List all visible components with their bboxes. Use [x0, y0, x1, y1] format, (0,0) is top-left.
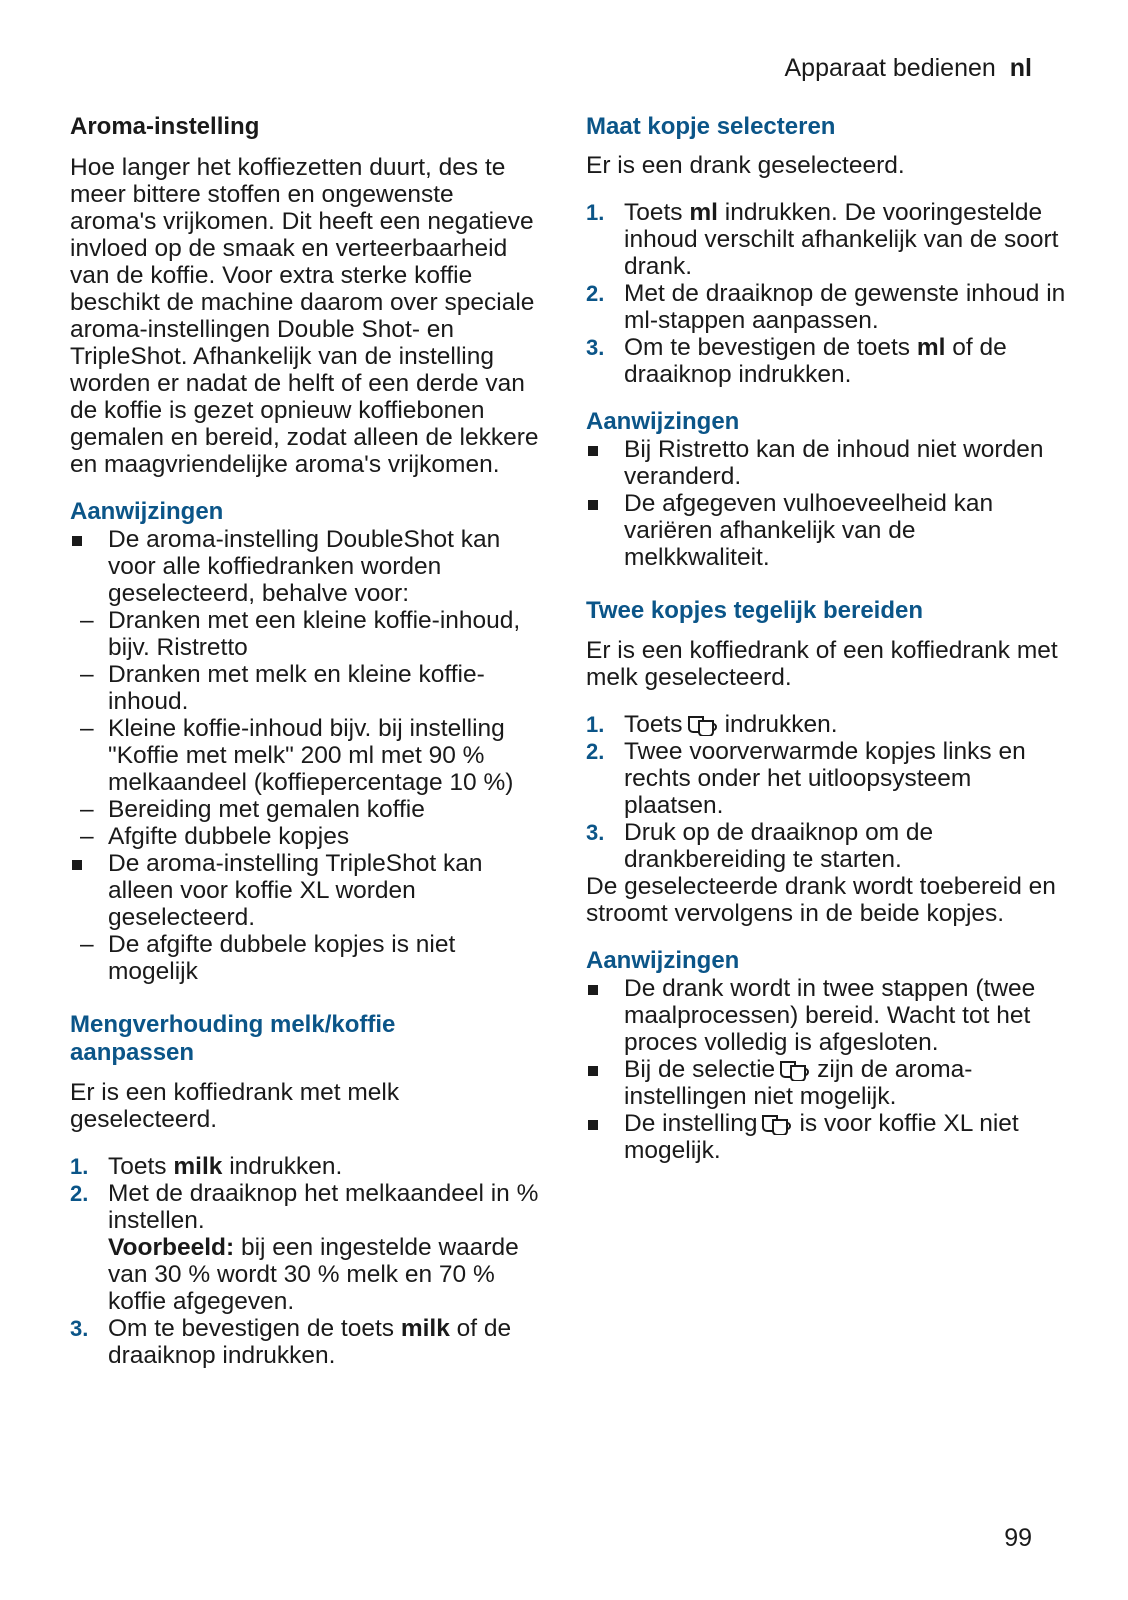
step-item: 3. Druk op de draaiknop om de drankbereiding te starten.	[586, 819, 934, 873]
left-column	[70, 112, 540, 1369]
step-item: 2. Met de draaiknop het melkaandeel in % instellen. Voorbeeld: bij een ingestelde waarde van 30 % wordt 30 % melk en 70 % koffie afgegeven.	[70, 1180, 539, 1315]
sub-item: – Dranken met een kleine koffie-inhoud, bijv. Ristretto	[80, 607, 521, 661]
note-item: Bij Ristretto kan de inhoud niet worden veranderd.	[586, 436, 1066, 490]
sub-item: – Kleine koffie-inhoud bijv. bij instelling "Koffie met melk" 200 ml met 90 % melkaandeel (koffiepercentage 10 %)	[80, 715, 514, 796]
square-bullet-icon	[72, 536, 82, 546]
note-item: De aroma-instelling DoubleShot kan voor alle koffiedranken worden geselecteerd, behalve voor: – Dranken met een kleine koffie-inhoud, bijv. Ristretto – Dranken met melk en kleine koffie-inhoud. – Kleine koffie-inhoud bijv. bij instelling "Koffie met melk" 200 ml met 90 % melkaandeel (koffiepercentage 10 %) – Bereiding met gemalen koffie – Afgifte dubbele kopjes	[70, 526, 540, 850]
page-number: 99	[1004, 1524, 1032, 1552]
step-item: 3. Om te bevestigen de toets ml of de draaiknop indrukken.	[586, 334, 1007, 388]
step-item: 1. Toets milk indrukken.	[70, 1153, 343, 1180]
step-item: 1. Toets ml indrukken. De vooringestelde inhoud verschilt afhankelijk van de soort drank.	[586, 199, 1059, 280]
notes-list-1	[70, 526, 540, 985]
note-item: De drank wordt in twee stappen (twee maalprocessen) bereid. Wacht tot het proces volledig is afgesloten.	[586, 975, 1066, 1056]
section-title: Apparaat bedienen	[784, 54, 996, 82]
two-cups-result: De geselecteerde drank wordt toebereid en stroomt vervolgens in de beide kopjes.	[586, 873, 1056, 927]
square-bullet-icon	[588, 1120, 598, 1130]
notes-list-3	[586, 975, 1066, 1164]
notes-heading-2: Aanwijzingen	[586, 408, 740, 435]
step-item: 2. Met de draaiknop de gewenste inhoud in ml-stappen aanpassen.	[586, 280, 1066, 334]
square-bullet-icon	[588, 985, 598, 995]
sub-list	[70, 607, 540, 850]
aroma-body: Hoe langer het koffiezetten duurt, des te meer bittere stoffen en ongewenste aroma's vrijkomen. Dit heeft een negatieve invloed op de smaak en verteerbaarheid van de koffie. Voor extra sterke koffie beschikt de machine daarom over speciale aroma-instellingen Double Shot- en TripleShot. Afhankelijk van de instelling worden er nadat de helft of een derde van de koffie is gezet opnieuw koffiebonen gemalen en bereid, zodat alleen de lekkere en maagvriendelijke aroma's vrijkomen.	[70, 154, 539, 478]
sub-item: – Afgifte dubbele kopjes	[80, 823, 350, 850]
cup-size-heading: Maat kopje selecteren	[586, 113, 836, 140]
note-item: De afgegeven vulhoeveelheid kan variëren afhankelijk van de melkkwaliteit.	[586, 490, 1066, 571]
milk-intro: Er is een koffiedrank met melk geselecteerd.	[70, 1079, 400, 1133]
step-item: 3. Om te bevestigen de toets milk of de draaiknop indrukken.	[70, 1315, 512, 1369]
note-item: De aroma-instelling TripleShot kan alleen voor koffie XL worden geselecteerd. – De afgifte dubbele kopjes is niet mogelijk	[70, 850, 540, 985]
two-cups-steps	[586, 711, 1066, 873]
notes-heading-3: Aanwijzingen	[586, 947, 740, 974]
milk-heading: Mengverhouding melk/koffie aanpassen	[70, 1011, 396, 1066]
right-column	[586, 112, 1066, 1164]
sub-item: – De afgifte dubbele kopjes is niet mogelijk	[80, 931, 456, 985]
step-item: 1. Toets indrukken.	[586, 711, 838, 738]
square-bullet-icon	[588, 500, 598, 510]
step-item: 2. Twee voorverwarmde kopjes links en rechts onder het uitloopsysteem plaatsen.	[586, 738, 1026, 819]
double-cup-icon	[687, 714, 721, 736]
square-bullet-icon	[588, 1066, 598, 1076]
cup-intro: Er is een drank geselecteerd.	[586, 152, 905, 179]
notes-heading-1: Aanwijzingen	[70, 498, 224, 525]
square-bullet-icon	[72, 860, 82, 870]
note-item: Bij de selectie zijn de aroma-instellingen niet mogelijk.	[586, 1056, 1066, 1110]
square-bullet-icon	[588, 446, 598, 456]
sub-item: – Bereiding met gemalen koffie	[80, 796, 425, 823]
cup-steps	[586, 199, 1066, 388]
notes-list-2	[586, 436, 1066, 571]
double-cup-icon	[761, 1113, 795, 1135]
sub-item: – Dranken met melk en kleine koffie-inhoud.	[80, 661, 485, 715]
sub-list	[70, 931, 540, 985]
two-cups-heading: Twee kopjes tegelijk bereiden	[586, 597, 924, 624]
two-cups-intro: Er is een koffiedrank of een koffiedrank met melk geselecteerd.	[586, 637, 1058, 691]
page-header	[784, 54, 1032, 83]
note-item: De instelling is voor koffie XL niet mogelijk.	[586, 1110, 1066, 1164]
milk-steps	[70, 1153, 540, 1369]
double-cup-icon	[779, 1059, 813, 1081]
aroma-heading: Aroma-instelling	[70, 113, 260, 140]
language-code: nl	[1009, 54, 1032, 82]
